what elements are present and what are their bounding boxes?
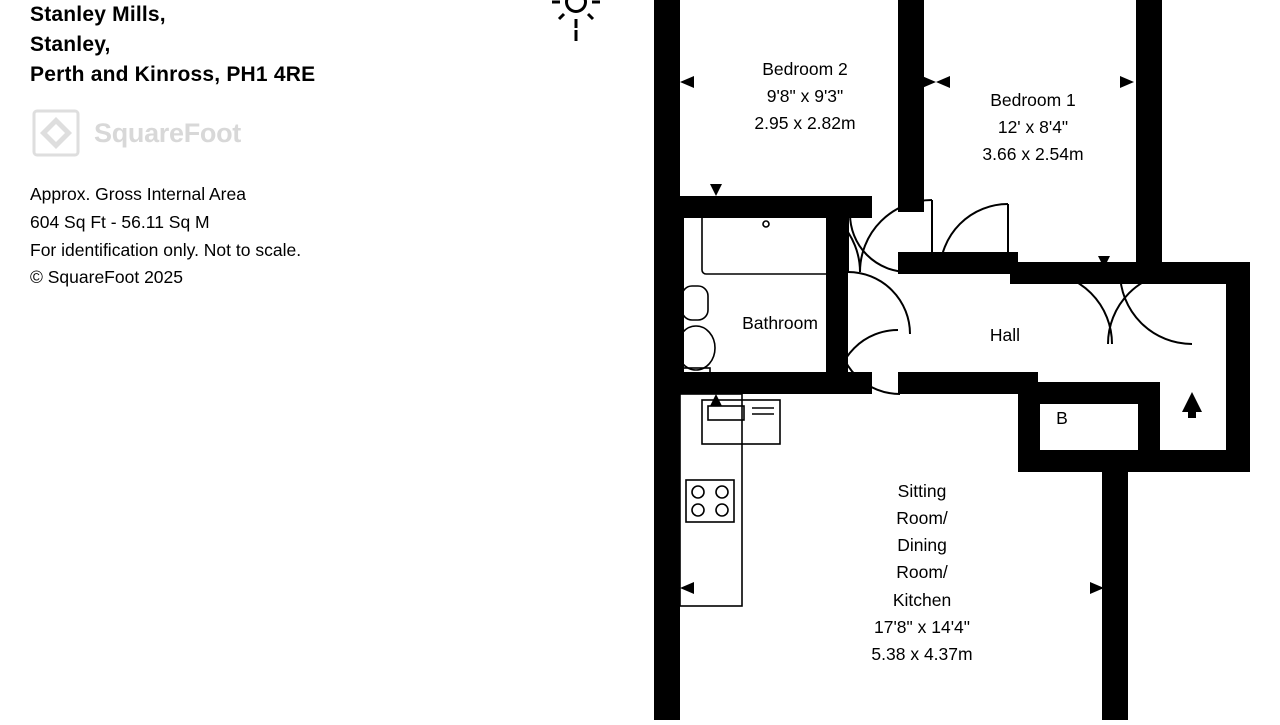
floorplan-drawing (640, 0, 1280, 720)
sun-north-icon (538, 0, 614, 54)
room-dims-imperial-bedroom-1: 12' x 8'4" (997, 117, 1069, 138)
area-disclaimer: For identification only. Not to scale. (30, 239, 302, 260)
property-address (30, 0, 450, 89)
room-label-bedroom-2 (700, 56, 910, 137)
room-name-hall: Hall (989, 325, 1021, 345)
room-name-bedroom-1: Bedroom 1 (990, 90, 1076, 110)
address-line-3: Perth and Kinross, PH1 4RE (30, 62, 316, 86)
room-label-sitting-dining-kitchen (818, 478, 1026, 668)
room-name-line-5: Kitchen (892, 589, 952, 610)
room-dims-imperial-bedroom-2: 9'8" x 9'3" (766, 86, 844, 107)
property-info-panel (30, 0, 450, 292)
brand-name: SquareFoot (94, 117, 242, 148)
room-label-bedroom-1 (928, 87, 1138, 168)
room-name-bedroom-2: Bedroom 2 (762, 59, 848, 79)
room-name-line-3: Dining (897, 535, 947, 556)
brand-row (30, 107, 450, 159)
cupboard-label-b: B (1056, 408, 1068, 428)
room-name-line-1: Sitting (897, 481, 947, 501)
room-dims-metric-bedroom-2: 2.95 x 2.82m (754, 113, 856, 134)
room-name-line-2: Room/ (896, 508, 948, 529)
area-heading: Approx. Gross Internal Area (30, 184, 246, 205)
room-label-hall (960, 322, 1050, 349)
room-name-line-4: Room/ (896, 562, 948, 583)
room-dims-imperial-sitting: 17'8" x 14'4" (874, 616, 970, 637)
room-name-bathroom: Bathroom (742, 313, 818, 333)
area-measurements: 604 Sq Ft - 56.11 Sq M (30, 212, 210, 233)
address-line-2: Stanley, (30, 32, 111, 56)
room-dims-metric-sitting: 5.38 x 4.37m (871, 643, 973, 664)
copyright-notice: © SquareFoot 2025 (30, 267, 183, 288)
room-dims-metric-bedroom-1: 3.66 x 2.54m (982, 144, 1084, 165)
room-label-bathroom (680, 310, 880, 337)
area-info (30, 181, 450, 292)
address-line-1: Stanley Mills, (30, 3, 166, 26)
diamond-logo-icon (30, 107, 86, 159)
